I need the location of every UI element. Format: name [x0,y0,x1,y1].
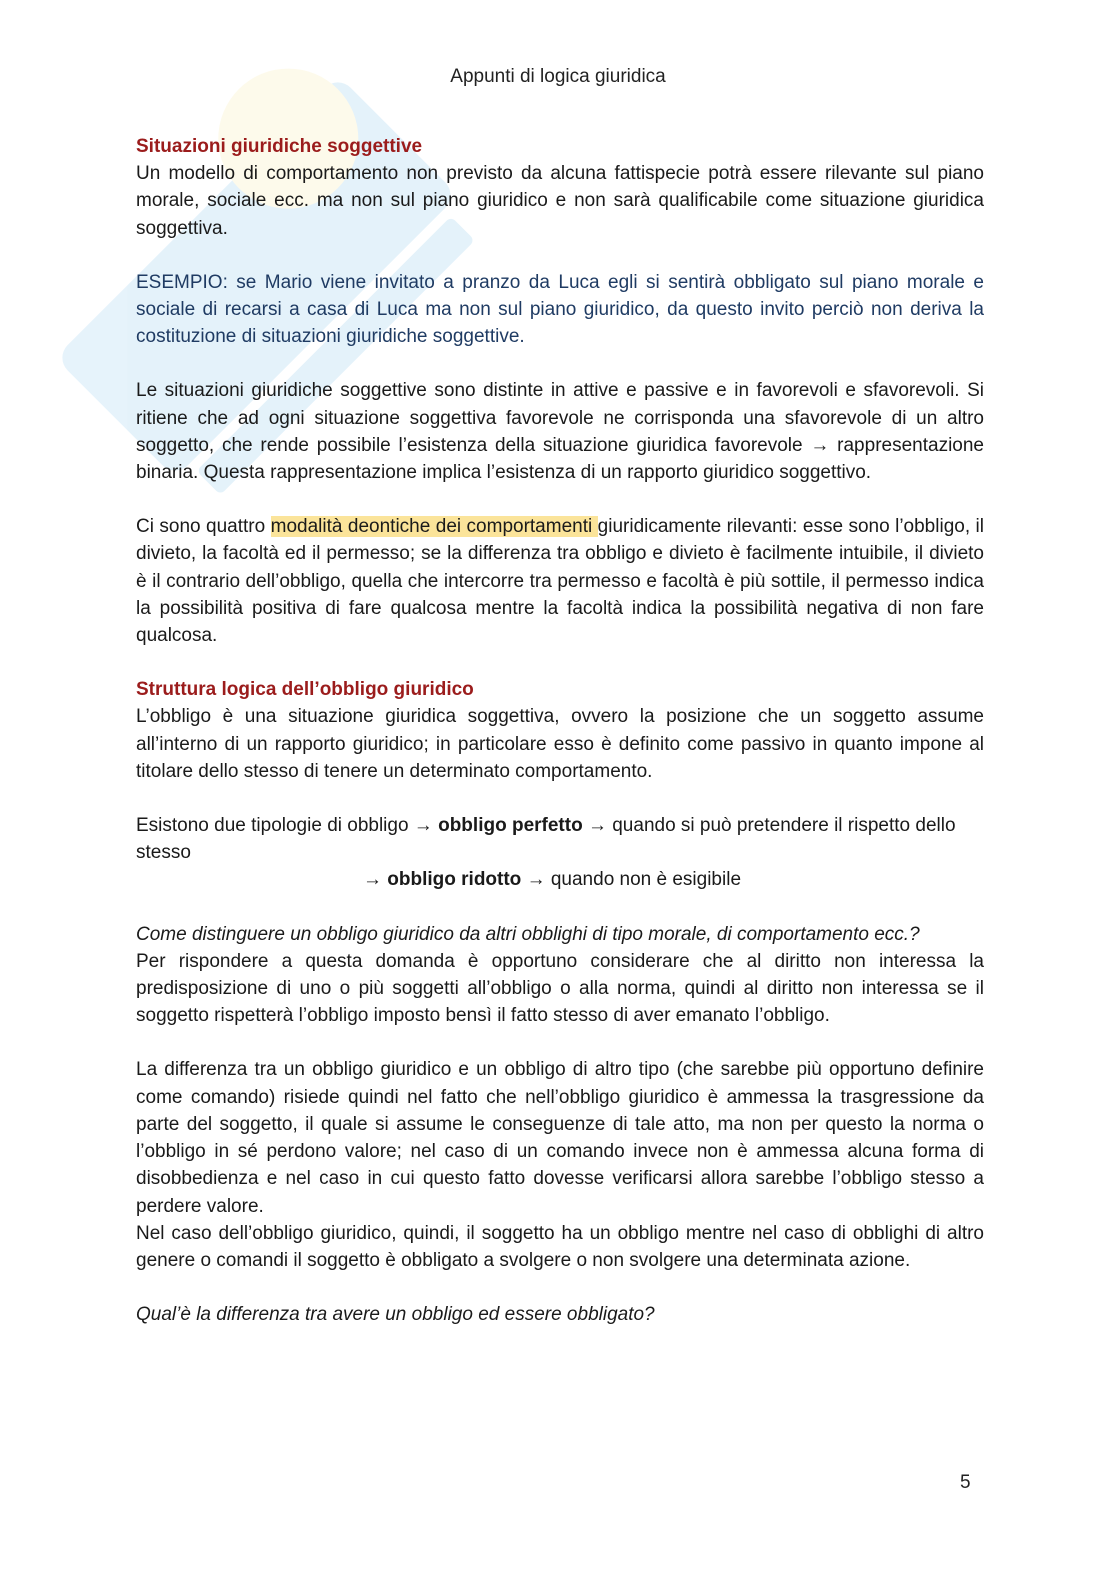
paragraph-risposta: Per rispondere a questa domanda è opportuno considerare che al diritto non interessa la predisposizione di uno o più soggetti all’obbligo o alla norma, quindi al diritto non interessa se il soggetto rispetterà l’obbligo imposto bensì il fatto stesso di aver emanato l’obbligo. [136,950,984,1027]
section-heading-struttura: Struttura logica dell’obbligo giuridico [136,679,474,701]
example-paragraph: ESEMPIO: se Mario viene invitato a pranzo da Luca egli si sentirà obbligato sul piano morale e sociale di recarsi a casa di Luca ma non sul piano giuridico, da questo invito perciò non deriva la costituzione di situazioni giuridiche soggettive. [136,271,984,348]
arrow-glyph: → [363,869,388,891]
page-number: 5 [960,1472,971,1493]
text-segment: → quando non è esigibile [521,869,742,891]
paragraph-differenza-comando: La differenza tra un obbligo giuridico e un obbligo di altro tipo (che sarebbe più opportuno definire come comando) risiede quindi nel fatto che nell’obbligo giuridico è ammessa la trasgressione da parte del soggetto, il quale si assume le conseguenze di tale atto, ma non per questo la norma o l’obbligo in sé perdono valore; nel caso di un comando invece non è ammessa alcuna forma di disobbedienza e nel caso in cui questo fatto dovesse verificarsi allora sarebbe l’obbligo stesso a perdere valore. [136,1059,984,1217]
paragraph-obbligo-definizione: L’obbligo è una situazione giuridica soggettiva, ovvero la posizione che un soggetto assume all’interno di un rapporto giuridico; in particolare esso è definito come passivo in quanto impone al titolare dello stesso di tenere un determinato comportamento. [136,706,984,782]
highlighted-phrase: modalità deontiche dei comportamenti [270,516,598,538]
text-segment: Ci sono quattro [136,516,271,538]
question-avere-obbligo: Qual’è la differenza tra avere un obbligo ed essere obbligato? [136,1304,655,1326]
paragraph-modello-comportamento: Un modello di comportamento non previsto da alcuna fattispecie potrà essere rilevante sul piano morale, sociale ecc. ma non sul piano giuridico e non sarà qualificabile come situazione giuridica soggettiva. [136,163,984,239]
obbligo-perfetto-label: obbligo perfetto [438,815,583,837]
running-header: Appunti di logica giuridica [450,66,666,87]
page-content [136,133,984,1328]
section-heading-situazioni: Situazioni giuridiche soggettive [136,136,423,157]
paragraph-obbligato: Nel caso dell’obbligo giuridico, quindi, il soggetto ha un obbligo mentre nel caso di obblighi di altro genere o comandi il soggetto è obbligato a svolgere o non svolgere una determinata azione. [136,1222,984,1271]
paragraph-modalita-deontiche [136,513,984,649]
text-segment: → quando si può pretendere il rispetto dello stesso [136,815,956,864]
paragraph-situazioni-distinte: Le situazioni giuridiche soggettive sono distinte in attive e passive e in favorevoli e sfavorevoli. Si ritiene che ad ogni situazione soggettiva favorevole ne corrisponda una sfavorevole di un altro soggetto, che rende possibile l’esistenza della situazione giuridica favorevole → rappresentazione binaria. Questa rappresentazione implica l’esistenza di un rapporto giuridico soggettivo. [136,380,984,484]
text-segment: Esistono due tipologie di obbligo → [136,815,439,837]
text-segment: giuridicamente rilevanti: esse sono l’obbligo, il divieto, la facoltà ed il permesso; se la differenza tra obbligo e divieto è facilmente intuibile, il divieto è il contrario dell’obbligo, quella che intercorre tra permesso e facoltà è più sottile, il permesso indica la possibilità positiva di fare qualcosa mentre la facoltà indica la possibilità negativa di non fare qualcosa. [136,516,984,647]
obbligo-types-line [136,812,984,866]
obbligo-ridotto-label: obbligo ridotto [387,869,522,891]
obbligo-ridotto-line [136,866,984,893]
question-distinguere: Come distinguere un obbligo giuridico da altri obblighi di tipo morale, di comportamento ecc.? [136,923,920,945]
